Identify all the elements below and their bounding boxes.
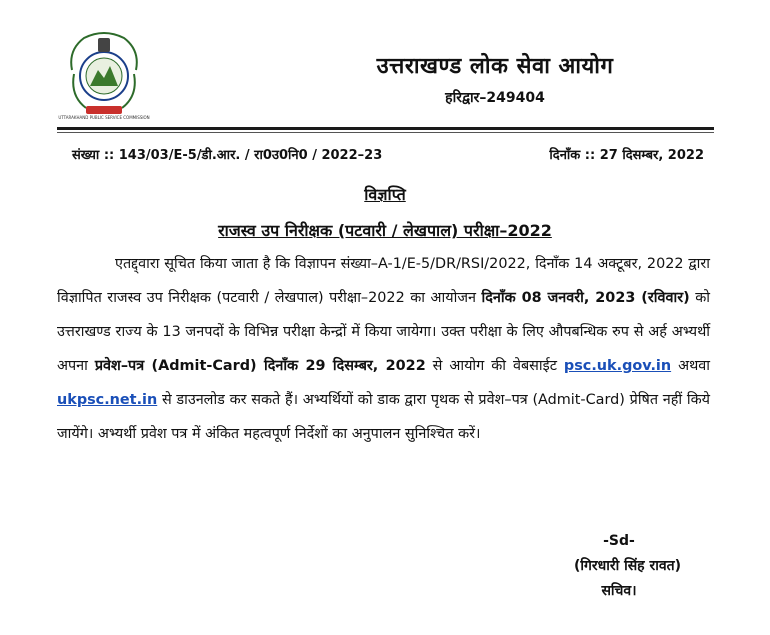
body-text: एतद्द्वारा सूचित किया जाता है कि विज्ञापन संख्या–A-1/E-5/DR/RSI/2022, दिनाँक 14 अक्टूबर, 2022 द्वारा विज्ञापित राजस्व उप निरीक्षक (पटवारी / लेखपाल) परीक्षा–2022 का आयोजन xyxy=(57,256,710,306)
reference-date: दिनाँक :: 27 दिसम्बर, 2022 xyxy=(549,148,704,163)
body-text: से डाउनलोड कर सकते हैं। अभ्यर्थियों को डाक द्वारा पृथक से प्रवेश–पत्र (Admit-Card) प्रेषित नहीं किये जायेंगे। अभ्यर्थी प्रवेश पत्र में अंकित महत्वपूर्ण निर्देशों का अनुपालन सुनिश्चित करें। xyxy=(57,392,710,442)
notice-body xyxy=(57,247,710,451)
reference-number: संख्या :: 143/03/E-5/डी.आर. / रा0उ0नि0 / 2022–23 xyxy=(72,148,383,163)
body-text: अथवा xyxy=(671,358,710,374)
reference-line xyxy=(72,145,704,163)
svg-text:UTTARAKHAND PUBLIC SERVICE COM: UTTARAKHAND PUBLIC SERVICE COMMISSION xyxy=(58,115,150,120)
body-text: को उत्तराखण्ड राज्य के 13 जनपदों के विभिन्न परीक्षा केन्द्रों में किया जायेगा। उक्त परीक्षा के लिए औपबन्धिक रुप से अर्ह अभ्यर्थी अपना xyxy=(57,290,710,374)
organization-address: हरिद्वार–249404 xyxy=(445,90,545,106)
website-link-psc[interactable]: psc.uk.gov.in xyxy=(563,358,672,374)
signature-mark: -Sd- xyxy=(603,533,635,549)
admit-card-date: प्रवेश–पत्र (Admit-Card) दिनाँक 29 दिसम्बर, 2022 xyxy=(94,358,426,374)
exam-title: राजस्व उप निरीक्षक (पटवारी / लेखपाल) परीक्षा–2022 xyxy=(218,221,552,240)
organization-name: उत्तराखण्ड लोक सेवा आयोग xyxy=(376,54,614,79)
signatory-name: (गिरधारी सिंह रावत) xyxy=(573,558,681,574)
notice-heading: विज्ञप्ति xyxy=(364,185,406,204)
header-divider-thin xyxy=(57,132,714,133)
exam-date: दिनाँक 08 जनवरी, 2023 (रविवार) xyxy=(481,290,690,306)
header-divider-thick xyxy=(57,127,714,130)
website-link-ukpsc[interactable]: ukpsc.net.in xyxy=(57,392,158,408)
body-text: से आयोग की वेबसाईट xyxy=(425,358,564,374)
signatory-designation: सचिव। xyxy=(601,583,637,599)
